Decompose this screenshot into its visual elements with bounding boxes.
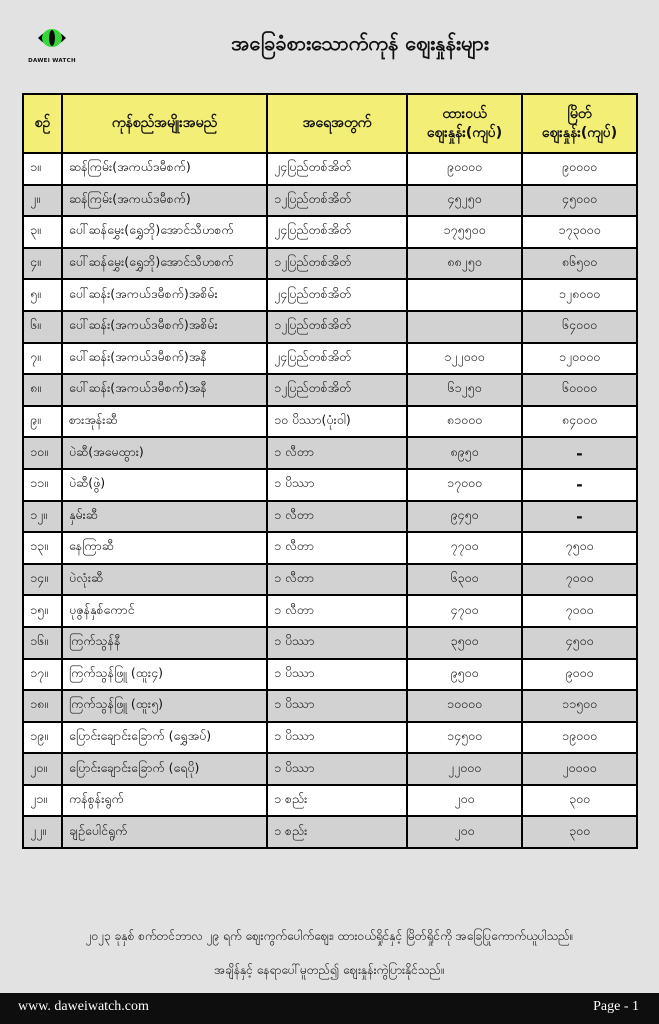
- cell-no: ၇။: [23, 343, 62, 375]
- cell-dawei-price: ၁၂၂၀၀၀: [407, 343, 522, 375]
- cell-dawei-price: ၈၁၀၀၀: [407, 406, 522, 438]
- cell-unit: ၁ လီတာ: [267, 501, 407, 533]
- cell-no: ၂။: [23, 185, 62, 217]
- cell-unit: ၁ လီတာ: [267, 564, 407, 596]
- table-row: [23, 248, 637, 280]
- table-row: [23, 753, 637, 785]
- cell-unit: ၂၄ပြည်တစ်အိတ်: [267, 153, 407, 185]
- cell-unit: ၁၀ ပိဿာ(ပုံးဝါ): [267, 406, 407, 438]
- table-row: [23, 532, 637, 564]
- column-header-dawei-price: ထားဝယ် ဈေးနှုန်း(ကျပ်): [407, 94, 522, 153]
- cell-no: ၃။: [23, 216, 62, 248]
- cell-unit: ၁ စည်း: [267, 816, 407, 848]
- cell-dawei-price: ၁၀၀၀၀: [407, 690, 522, 722]
- table-row: [23, 437, 637, 469]
- cell-no: ၁။: [23, 153, 62, 185]
- cell-myeik-price: ၉၀၀၀: [522, 659, 637, 691]
- cell-myeik-price: -: [522, 501, 637, 533]
- table-row: [23, 722, 637, 754]
- cell-item-name: စားအုန်းဆီ: [62, 406, 267, 438]
- green-eye-icon: [36, 22, 68, 54]
- table-row: [23, 311, 637, 343]
- table-row: [23, 185, 637, 217]
- cell-item-name: နေကြာဆီ: [62, 532, 267, 564]
- cell-no: ၁၅။: [23, 595, 62, 627]
- note-disclaimer: အချိန်နှင့် နေရာပေါ်မူတည်၍ ဈေးနှုန်းကွဲပြားနိုင်သည်။: [214, 963, 445, 977]
- cell-no: ၁၈။: [23, 690, 62, 722]
- cell-myeik-price: ၁၇၃၀၀၀: [522, 216, 637, 248]
- cell-no: ၁၇။: [23, 659, 62, 691]
- cell-unit: ၁ ပိဿာ: [267, 659, 407, 691]
- cell-item-name: ပေါ်ဆန်မွှေး(ရွှေဘို)အောင်သီဟစက်: [62, 248, 267, 280]
- cell-dawei-price: ၄၅၂၅၀: [407, 185, 522, 217]
- table-header-row: [23, 94, 637, 153]
- table-row: [23, 595, 637, 627]
- cell-item-name: ပဲလုံးဆီ: [62, 564, 267, 596]
- cell-no: ၁၉။: [23, 722, 62, 754]
- table-row: [23, 216, 637, 248]
- price-table: [22, 93, 638, 849]
- cell-item-name: ပေါ်ဆန်း(အကယ်ဒမီစက်)အစိမ်း: [62, 311, 267, 343]
- page-number: Page - 1: [593, 999, 639, 1014]
- cell-item-name: နှမ်းဆီ: [62, 501, 267, 533]
- cell-myeik-price: ၆၄၀၀၀: [522, 311, 637, 343]
- cell-dawei-price: ၉၀၀၀၀: [407, 153, 522, 185]
- cell-dawei-price: ၁၇၀၀၀: [407, 469, 522, 501]
- cell-no: ၁၆။: [23, 627, 62, 659]
- cell-no: ၁၁။: [23, 469, 62, 501]
- cell-item-name: ပေါ်ဆန်း(အကယ်ဒမီစက်)အနီ: [62, 374, 267, 406]
- cell-no: ၅။: [23, 279, 62, 311]
- cell-unit: ၁ ပိဿာ: [267, 690, 407, 722]
- cell-myeik-price: ၁၁၅၀၀: [522, 690, 637, 722]
- cell-dawei-price: ၁၇၅၅၀၀: [407, 216, 522, 248]
- table-row: [23, 343, 637, 375]
- cell-myeik-price: ၆၀၀၀၀: [522, 374, 637, 406]
- cell-no: ၈။: [23, 374, 62, 406]
- cell-unit: ၁ လီတာ: [267, 532, 407, 564]
- table-row: [23, 627, 637, 659]
- cell-no: ၁၂။: [23, 501, 62, 533]
- cell-unit: ၁၂ပြည်တစ်အိတ်: [267, 248, 407, 280]
- cell-dawei-price: ၉၅၀၀: [407, 659, 522, 691]
- table-row: [23, 279, 637, 311]
- cell-dawei-price: [407, 311, 522, 343]
- cell-unit: ၁ ပိဿာ: [267, 722, 407, 754]
- cell-unit: ၁၂ပြည်တစ်အိတ်: [267, 185, 407, 217]
- cell-dawei-price: ၇၇၀၀: [407, 532, 522, 564]
- cell-item-name: ပဲဆီ(ဖွဲ): [62, 469, 267, 501]
- cell-dawei-price: ၁၄၅၀၀: [407, 722, 522, 754]
- cell-dawei-price: ၆၃၀၀: [407, 564, 522, 596]
- table-row: [23, 816, 637, 848]
- cell-item-name: ကြက်သွန်ဖြူ (ထူး၅): [62, 690, 267, 722]
- cell-item-name: ပြောင်းချောင်းခြောက် (ရေပို): [62, 753, 267, 785]
- cell-no: ၂၀။: [23, 753, 62, 785]
- column-header-unit: အရေအတွက်: [267, 94, 407, 153]
- cell-item-name: ကြက်သွန်နီ: [62, 627, 267, 659]
- cell-item-name: ပေါ်ဆန်း(အကယ်ဒမီစက်)အနီ: [62, 343, 267, 375]
- cell-dawei-price: ၆၁၂၅၀: [407, 374, 522, 406]
- cell-myeik-price: ၁၂၀၀၀၀: [522, 343, 637, 375]
- note-source: ၂၀၂၃ ခုနှစ် စက်တင်ဘာလ ၂၉ ရက် ဈေးကွက်ပေါက်ဈေး၊ ထားဝယ်ရှိုင်နှင့် မြိတ်ရှိုင်ကို အခြေပြုကောက်ယူပါသည်။: [85, 929, 574, 943]
- cell-item-name: ဆန်ကြမ်း(အကယ်ဒမီစက်): [62, 185, 267, 217]
- cell-item-name: ဆန်ကြမ်း(အကယ်ဒမီစက်): [62, 153, 267, 185]
- cell-myeik-price: ၉၀၀၀၀: [522, 153, 637, 185]
- cell-dawei-price: ၄၇၀၀: [407, 595, 522, 627]
- cell-item-name: ကန်စွန်းရွက်: [62, 785, 267, 817]
- cell-myeik-price: ၄၅၀၀၀: [522, 185, 637, 217]
- page-title: အခြေခံစားသောက်ကုန် ဈေးနှုန်းများ: [231, 31, 489, 55]
- cell-no: ၁၀။: [23, 437, 62, 469]
- cell-myeik-price: ၈၆၅၀၀: [522, 248, 637, 280]
- cell-unit: ၁ လီတာ: [267, 437, 407, 469]
- cell-dawei-price: ၈၈၂၅၀: [407, 248, 522, 280]
- cell-unit: ၁ ပိဿာ: [267, 753, 407, 785]
- table-row: [23, 374, 637, 406]
- cell-unit: ၁၂ပြည်တစ်အိတ်: [267, 311, 407, 343]
- cell-unit: ၂၄ပြည်တစ်အိတ်: [267, 343, 407, 375]
- cell-no: ၂၂။: [23, 816, 62, 848]
- cell-item-name: ပဲဆီ(အမေထွား): [62, 437, 267, 469]
- cell-item-name: ချဉ်ပေါင်ရွက်: [62, 816, 267, 848]
- cell-unit: ၂၄ပြည်တစ်အိတ်: [267, 279, 407, 311]
- cell-dawei-price: ၂၀၀: [407, 785, 522, 817]
- column-header-no: စဥ်: [23, 94, 62, 153]
- footer-website-link[interactable]: www. daweiwatch.com: [18, 999, 149, 1014]
- dawei-watch-logo[interactable]: [22, 22, 82, 78]
- cell-no: ၄။: [23, 248, 62, 280]
- cell-item-name: ပုဇွန်နှစ်ကောင်: [62, 595, 267, 627]
- table-row: [23, 469, 637, 501]
- cell-item-name: ပေါ်ဆန်မွှေး(ရွှေဘို)အောင်သီဟစက်: [62, 216, 267, 248]
- cell-item-name: ပြောင်းချောင်းခြောက် (ရွှေအပ်): [62, 722, 267, 754]
- cell-no: ၁၃။: [23, 532, 62, 564]
- cell-dawei-price: ၃၅၀၀: [407, 627, 522, 659]
- cell-dawei-price: ၈၉၅၀: [407, 437, 522, 469]
- cell-no: ၂၁။: [23, 785, 62, 817]
- table-row: [23, 659, 637, 691]
- cell-myeik-price: ၃၀၀: [522, 785, 637, 817]
- cell-dawei-price: ၉၄၅၀: [407, 501, 522, 533]
- cell-myeik-price: -: [522, 437, 637, 469]
- cell-no: ၆။: [23, 311, 62, 343]
- cell-myeik-price: ၇၀၀၀: [522, 564, 637, 596]
- cell-dawei-price: ၂၀၀: [407, 816, 522, 848]
- cell-unit: ၁ လီတာ: [267, 595, 407, 627]
- cell-no: ၉။: [23, 406, 62, 438]
- logo-text: DAWEI WATCH: [28, 58, 76, 64]
- cell-item-name: ပေါ်ဆန်း(အကယ်ဒမီစက်)အစိမ်း: [62, 279, 267, 311]
- table-row: [23, 153, 637, 185]
- cell-unit: ၁ စည်း: [267, 785, 407, 817]
- column-header-myeik-price: မြိတ် ဈေးနှုန်း(ကျပ်): [522, 94, 637, 153]
- cell-myeik-price: ၁၉၀၀၀: [522, 722, 637, 754]
- cell-myeik-price: ၇၅၀၀: [522, 532, 637, 564]
- cell-myeik-price: ၈၄၀၀၀: [522, 406, 637, 438]
- cell-unit: ၂၄ပြည်တစ်အိတ်: [267, 216, 407, 248]
- cell-myeik-price: ၄၅၀၀: [522, 627, 637, 659]
- page-header: [0, 0, 659, 88]
- table-row: [23, 406, 637, 438]
- cell-no: ၁၄။: [23, 564, 62, 596]
- cell-myeik-price: ၂၀၀၀၀: [522, 753, 637, 785]
- table-body: [23, 153, 637, 848]
- column-header-item: ကုန်စည်အမျိုးအမည်: [62, 94, 267, 153]
- cell-myeik-price: ၇၀၀၀: [522, 595, 637, 627]
- cell-unit: ၁၂ပြည်တစ်အိတ်: [267, 374, 407, 406]
- table-row: [23, 690, 637, 722]
- cell-dawei-price: ၂၂၀၀၀: [407, 753, 522, 785]
- cell-unit: ၁ ပိဿာ: [267, 627, 407, 659]
- table-row: [23, 785, 637, 817]
- cell-myeik-price: -: [522, 469, 637, 501]
- table-row: [23, 564, 637, 596]
- cell-item-name: ကြက်သွန်ဖြူ (ထူး၄): [62, 659, 267, 691]
- table-row: [23, 501, 637, 533]
- cell-myeik-price: ၁၂၈၀၀၀: [522, 279, 637, 311]
- cell-dawei-price: [407, 279, 522, 311]
- cell-myeik-price: ၃၀၀: [522, 816, 637, 848]
- cell-unit: ၁ ပိဿာ: [267, 469, 407, 501]
- page-footer: [0, 993, 659, 1024]
